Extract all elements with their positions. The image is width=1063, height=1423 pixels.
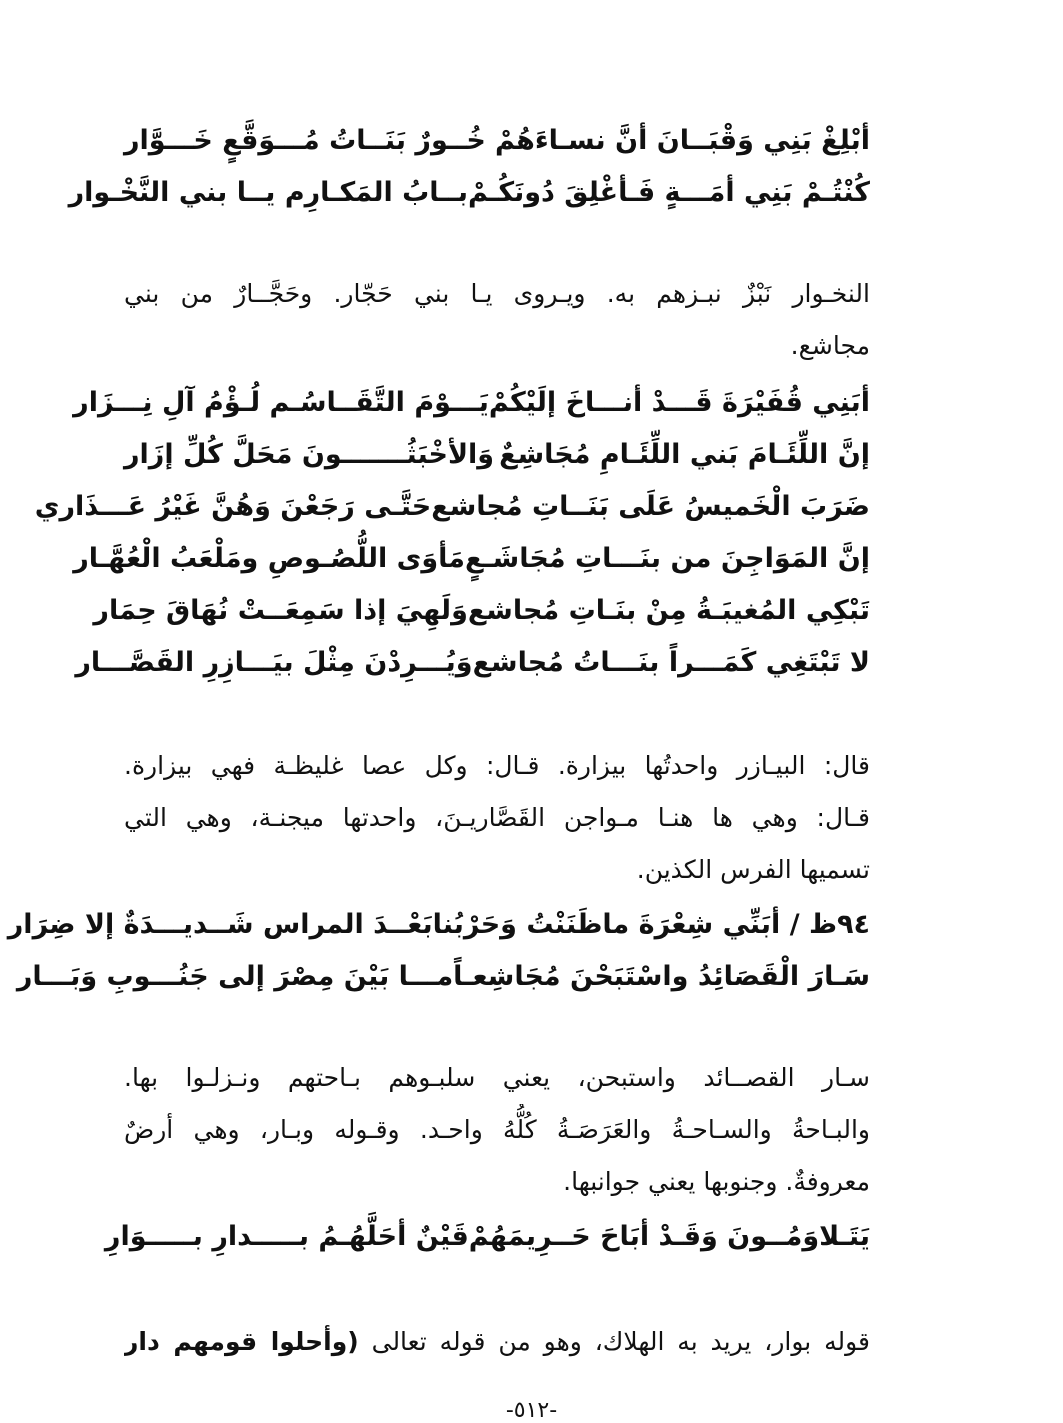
verse-first-hemistich: كُنْتُـمْ بَنِي أمَـــةٍ فَـأغْلِقَ دُونَكُـمْ bbox=[468, 176, 870, 208]
verse-first-hemistich: لا تَبْتَغِي كَمَـــراً بنَـــاتُ مُجاشع bbox=[472, 646, 870, 678]
verse-first-hemistich: إنَّ اللِّئَـامَ بَني اللِّئَـامِ مُجَاشِعٌ bbox=[499, 438, 870, 470]
prose-line bbox=[124, 1316, 870, 1368]
verse-second-hemistich: وَالأخْبَثُـــــــونَ مَحَلَّ كُلِّ إزَار bbox=[124, 438, 495, 470]
commentary-paragraph bbox=[124, 268, 870, 372]
verse-second-hemistich: وَيُـــرِدْنَ مِثْلَ بيَـــازِرِ القَصَّـــار bbox=[75, 646, 473, 678]
prose-line: النخـوار نَبْزٌ نبـزهم به. ويـروى يـا بني حَجّار. وحَجَّــارٌ من بني bbox=[124, 279, 870, 308]
prose-line: سـار القصــائد واستبحن، يعني سلبـوهم بـاحتهم ونـزلـوا بها. bbox=[124, 1063, 870, 1092]
verse-first-hemistich: يَتَـلاوَمُــونَ وَقَـدْ أبَاحَ حَــرِيمَهُمْ bbox=[468, 1220, 870, 1252]
verse-line bbox=[73, 380, 870, 424]
verse-line bbox=[104, 1214, 870, 1258]
verse-second-hemistich: مَأوَى اللُّصُـوصِ ومَلْعَبُ الْعُهَّـار bbox=[73, 542, 465, 574]
verse-second-hemistich: خُــورٌ بَنَــاتُ مُـــوَقَّعٍ خَـــوَّار bbox=[124, 124, 486, 156]
commentary-paragraph bbox=[124, 740, 870, 896]
verse-line bbox=[93, 588, 870, 632]
verse-line bbox=[75, 640, 870, 684]
prose-line: تسميها الفرس الكذين. bbox=[636, 855, 870, 884]
verse-second-hemistich: يَـــوْمَ التَّقَــاسُـم لُـؤْمُ آلِ نِـــزَار bbox=[73, 386, 489, 418]
prose-line: والبـاحةُ والسـاحـةُ والعَرَصَـةُ كُلُّهُ واحـد. وقـوله وبـار، وهي أرضٌ bbox=[124, 1115, 870, 1144]
commentary-paragraph bbox=[124, 1316, 870, 1368]
prose-line: قال: البيـازر واحدتُها بيزارة. قـال: وكل عصا غليظـة فهي بيزارة. bbox=[124, 751, 870, 780]
verse-first-hemistich: أبْلِغْ بَنِي وَقْبَــانَ أنَّ نسـاءَهُمْ bbox=[494, 124, 870, 156]
commentary-paragraph bbox=[124, 1052, 870, 1208]
verse-first-hemistich: سَـارَ الْقَصَائِدُ واسْتَبَحْنَ مُجَاشِعـاً bbox=[453, 960, 870, 992]
page-number: -٥١٢- bbox=[505, 1398, 558, 1423]
verse-second-hemistich: بَعْــدَ المراس شَــديـــدَةٌ إلا ضِرَار bbox=[7, 908, 433, 940]
verse-line bbox=[16, 954, 870, 998]
verse-first-hemistich: ضَرَبَ الْخَميسُ عَلَى بَنَــاتِ مُجاشع bbox=[431, 490, 870, 522]
verse-line bbox=[68, 170, 870, 214]
verse-line bbox=[73, 536, 870, 580]
verse-first-hemistich: أبَنِي قُفَيْرَةَ قَـــدْ أنـــاخَ إلَيْكُمْ bbox=[488, 386, 870, 418]
verse-line bbox=[7, 902, 870, 946]
verse-second-hemistich: مـــا بَيْنَ مِصْرَ إلى جَنُـــوبِ وَبَـــار bbox=[16, 960, 454, 992]
verse-first-hemistich: ٩٤ظ / أبَنِّي شِعْرَةَ ماظَنَنْتُ وَحَرْبُنا bbox=[432, 908, 870, 940]
verse-second-hemistich: قَيْنٌ أحَلَّهُـمُ بـــــدارِ بـــــوَارِ bbox=[104, 1220, 469, 1252]
verse-line bbox=[34, 484, 870, 528]
verse-first-hemistich: تَبْكِي المُغيبَـةُ مِنْ بنَـاتِ مُجاشع bbox=[467, 594, 870, 626]
verse-second-hemistich: حَتَّـى رَجَعْنَ وَهُنَّ غَيْرُ عَـــذَاري bbox=[34, 490, 432, 522]
prose-line: مجاشع. bbox=[790, 331, 870, 360]
verse-line bbox=[124, 118, 870, 162]
prose-text: قوله بوار، يريد به الهلاك، وهو من قوله تعالى bbox=[358, 1327, 870, 1356]
verse-second-hemistich: بــابُ المَكـارِم يــا بني النَّخْـوار bbox=[68, 176, 469, 208]
quran-quote: (وأحلوا قومهم دار bbox=[124, 1327, 359, 1356]
verse-line bbox=[124, 432, 870, 476]
verse-second-hemistich: وَلَهِيَ إذا سَمِعَــتْ نُهَاقَ حِمَار bbox=[93, 594, 468, 626]
verse-first-hemistich: إنَّ المَوَاجِنَ من بنَـــاتِ مُجَاشَـعٍ bbox=[465, 542, 870, 574]
prose-line: قـال: وهي ها هنـا مـواجن القَصَّاريـنَ، واحدتها ميجنـة، وهي التي bbox=[124, 803, 870, 832]
prose-line: معروفةٌ. وجنوبها يعني جوانبها. bbox=[563, 1167, 870, 1196]
